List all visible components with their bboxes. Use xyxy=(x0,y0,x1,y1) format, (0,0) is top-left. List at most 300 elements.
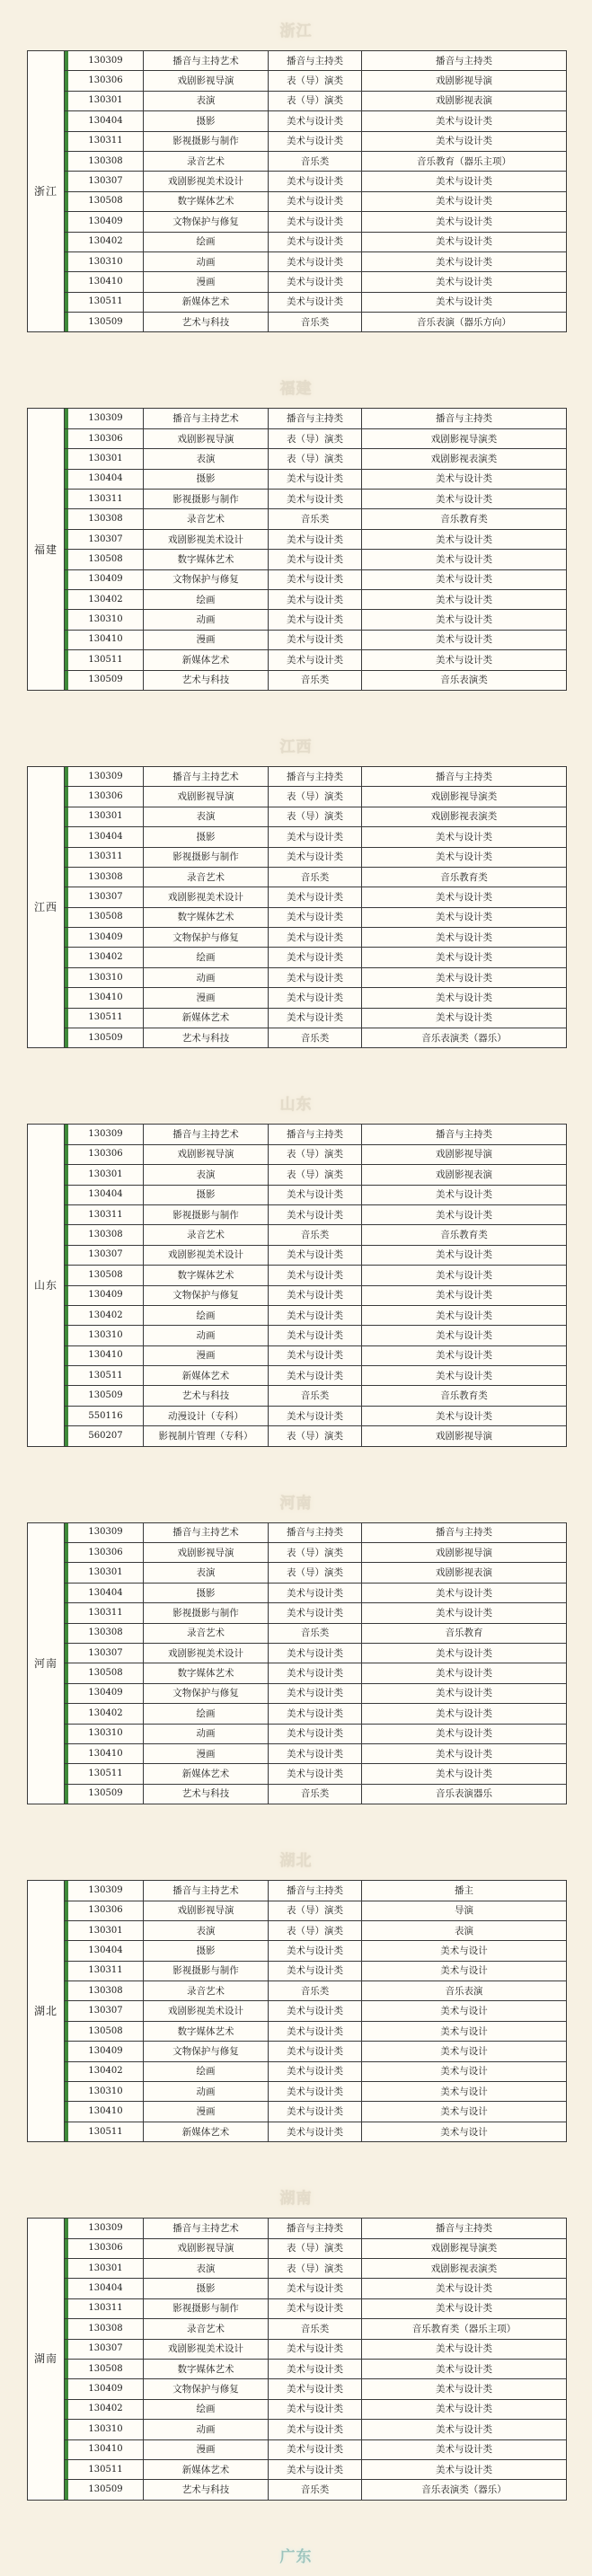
major-code: 130301 xyxy=(65,1563,144,1583)
table-row xyxy=(28,610,567,630)
major-code: 130410 xyxy=(65,2102,144,2122)
table-row xyxy=(28,2379,567,2399)
major-name: 播音与主持艺术 xyxy=(144,766,269,786)
exam-category: 播音与主持类 xyxy=(362,2219,567,2238)
major-name: 摄影 xyxy=(144,1185,269,1204)
major-code: 130404 xyxy=(65,827,144,847)
table-row xyxy=(28,1563,567,1583)
table-row xyxy=(28,191,567,211)
major-code: 130308 xyxy=(65,151,144,171)
major-code: 130511 xyxy=(65,2459,144,2479)
major-table xyxy=(27,1522,567,1804)
exam-category: 美术与设计 xyxy=(362,2001,567,2021)
major-category: 美术与设计类 xyxy=(269,2439,362,2459)
exam-category: 美术与设计类 xyxy=(362,1644,567,1663)
major-name: 新媒体艺术 xyxy=(144,2122,269,2141)
major-name: 录音艺术 xyxy=(144,867,269,887)
exam-category: 戏剧影视表演类 xyxy=(362,449,567,469)
major-table xyxy=(27,766,567,1048)
section-title: 山东 xyxy=(279,1096,313,1115)
major-name: 数字媒体艺术 xyxy=(144,191,269,211)
major-category: 美术与设计类 xyxy=(269,1583,362,1602)
table-row xyxy=(28,1704,567,1724)
major-code: 130307 xyxy=(65,529,144,549)
major-name: 漫画 xyxy=(144,2439,269,2459)
major-name: 文物保护与修复 xyxy=(144,2042,269,2061)
province-label: 湖北 xyxy=(28,1881,65,2142)
table-row xyxy=(28,1881,567,1901)
major-code: 130306 xyxy=(65,428,144,448)
province-section xyxy=(0,1091,592,1486)
exam-category: 音乐表演器乐 xyxy=(362,1784,567,1804)
major-code: 130307 xyxy=(65,2339,144,2359)
table-row xyxy=(28,787,567,807)
exam-category: 播音与主持类 xyxy=(362,1522,567,1542)
major-name: 戏剧影视导演 xyxy=(144,1543,269,1563)
province-label: 江西 xyxy=(28,766,65,1047)
major-category: 美术与设计类 xyxy=(269,2102,362,2122)
major-category: 美术与设计类 xyxy=(269,887,362,907)
major-code: 130404 xyxy=(65,111,144,131)
table-row xyxy=(28,529,567,549)
major-code: 130402 xyxy=(65,2399,144,2419)
table-row xyxy=(28,630,567,649)
major-code: 130310 xyxy=(65,1724,144,1743)
major-category: 美术与设计类 xyxy=(269,630,362,649)
exam-category: 美术与设计类 xyxy=(362,131,567,151)
table-row xyxy=(28,1426,567,1446)
major-name: 影视摄影与制作 xyxy=(144,847,269,867)
major-code: 130310 xyxy=(65,967,144,987)
major-code: 130308 xyxy=(65,1623,144,1643)
major-name: 表演 xyxy=(144,1920,269,1940)
exam-category: 播音与主持类 xyxy=(362,51,567,71)
major-name: 新媒体艺术 xyxy=(144,292,269,312)
major-code: 130402 xyxy=(65,948,144,967)
table-row xyxy=(28,469,567,489)
exam-category: 美术与设计类 xyxy=(362,1406,567,1425)
major-name: 动画 xyxy=(144,610,269,630)
major-code: 130409 xyxy=(65,569,144,589)
major-name: 数字媒体艺术 xyxy=(144,2359,269,2378)
table-row xyxy=(28,867,567,887)
major-code: 130309 xyxy=(65,1881,144,1901)
major-category: 美术与设计类 xyxy=(269,967,362,987)
exam-category: 美术与设计类 xyxy=(362,1204,567,1224)
exam-category: 音乐教育类（器乐主项） xyxy=(362,2319,567,2339)
exam-category: 美术与设计类 xyxy=(362,928,567,948)
major-code: 130310 xyxy=(65,610,144,630)
major-name: 动漫设计（专科） xyxy=(144,1406,269,1425)
table-row xyxy=(28,292,567,312)
table-row xyxy=(28,1603,567,1623)
major-code: 130409 xyxy=(65,1683,144,1703)
major-name: 戏剧影视美术设计 xyxy=(144,1644,269,1663)
exam-category: 美术与设计类 xyxy=(362,1185,567,1204)
major-table xyxy=(27,50,567,332)
major-name: 录音艺术 xyxy=(144,509,269,529)
major-code: 130306 xyxy=(65,787,144,807)
major-code: 130508 xyxy=(65,907,144,927)
table-row xyxy=(28,1743,567,1763)
major-name: 戏剧影视美术设计 xyxy=(144,172,269,191)
major-category: 美术与设计类 xyxy=(269,2420,362,2439)
major-name: 数字媒体艺术 xyxy=(144,2021,269,2041)
major-category: 美术与设计类 xyxy=(269,490,362,509)
major-name: 影视摄影与制作 xyxy=(144,1603,269,1623)
major-name: 漫画 xyxy=(144,272,269,292)
table-row xyxy=(28,1764,567,1784)
major-name: 动画 xyxy=(144,2082,269,2102)
major-code: 130511 xyxy=(65,1366,144,1386)
major-name: 文物保护与修复 xyxy=(144,1683,269,1703)
major-code: 130509 xyxy=(65,1386,144,1406)
exam-category: 美术与设计 xyxy=(362,2061,567,2081)
exam-category: 美术与设计 xyxy=(362,1941,567,1961)
table-row xyxy=(28,1522,567,1542)
table-row xyxy=(28,907,567,927)
major-code: 130306 xyxy=(65,1901,144,1920)
major-name: 戏剧影视导演 xyxy=(144,71,269,91)
table-row xyxy=(28,2399,567,2419)
major-category: 美术与设计类 xyxy=(269,1644,362,1663)
province-section xyxy=(0,18,592,372)
table-row xyxy=(28,111,567,131)
major-code: 130409 xyxy=(65,1285,144,1305)
major-name: 戏剧影视美术设计 xyxy=(144,2339,269,2359)
exam-category: 表演 xyxy=(362,1920,567,1940)
table-row xyxy=(28,2082,567,2102)
major-category: 美术与设计类 xyxy=(269,172,362,191)
major-name: 艺术与科技 xyxy=(144,1028,269,1048)
major-name: 数字媒体艺术 xyxy=(144,550,269,569)
exam-category: 美术与设计类 xyxy=(362,650,567,670)
table-row xyxy=(28,1326,567,1345)
major-code: 130301 xyxy=(65,1165,144,1185)
major-name: 漫画 xyxy=(144,1345,269,1365)
major-name: 绘画 xyxy=(144,1704,269,1724)
major-category: 音乐类 xyxy=(269,867,362,887)
major-category: 播音与主持类 xyxy=(269,2219,362,2238)
exam-category: 美术与设计类 xyxy=(362,988,567,1008)
major-name: 播音与主持艺术 xyxy=(144,1522,269,1542)
exam-category: 美术与设计类 xyxy=(362,569,567,589)
province-section xyxy=(0,1848,592,2182)
major-name: 动画 xyxy=(144,1326,269,1345)
major-category: 表（导）演类 xyxy=(269,787,362,807)
province-label: 山东 xyxy=(28,1125,65,1446)
table-row xyxy=(28,948,567,967)
section-spacer xyxy=(0,1048,592,1088)
major-code: 130402 xyxy=(65,2061,144,2081)
exam-category: 美术与设计类 xyxy=(362,529,567,549)
table-row xyxy=(28,71,567,91)
exam-category: 戏剧影视导演 xyxy=(362,71,567,91)
exam-category: 美术与设计类 xyxy=(362,191,567,211)
table-row xyxy=(28,847,567,867)
major-category: 美术与设计类 xyxy=(269,232,362,251)
major-code: 130309 xyxy=(65,51,144,71)
exam-category: 美术与设计类 xyxy=(362,1305,567,1325)
table-row xyxy=(28,1724,567,1743)
major-category: 美术与设计类 xyxy=(269,1663,362,1683)
major-code: 130307 xyxy=(65,887,144,907)
major-code: 130306 xyxy=(65,2238,144,2258)
exam-category: 美术与设计 xyxy=(362,2102,567,2122)
major-name: 戏剧影视导演 xyxy=(144,428,269,448)
exam-category: 美术与设计类 xyxy=(362,1704,567,1724)
major-name: 艺术与科技 xyxy=(144,313,269,332)
major-category: 美术与设计类 xyxy=(269,1326,362,1345)
major-name: 数字媒体艺术 xyxy=(144,907,269,927)
major-category: 美术与设计类 xyxy=(269,272,362,292)
table-row xyxy=(28,1345,567,1365)
major-name: 新媒体艺术 xyxy=(144,1366,269,1386)
major-category: 美术与设计类 xyxy=(269,1204,362,1224)
exam-category: 美术与设计类 xyxy=(362,1603,567,1623)
major-code: 130306 xyxy=(65,71,144,91)
section-spacer xyxy=(0,1804,592,1844)
table-row xyxy=(28,550,567,569)
major-category: 表（导）演类 xyxy=(269,449,362,469)
major-category: 美术与设计类 xyxy=(269,2379,362,2399)
major-code: 130410 xyxy=(65,630,144,649)
major-category: 美术与设计类 xyxy=(269,1185,362,1204)
major-name: 录音艺术 xyxy=(144,1623,269,1643)
exam-category: 美术与设计类 xyxy=(362,1285,567,1305)
exam-category: 美术与设计类 xyxy=(362,1008,567,1028)
major-category: 美术与设计类 xyxy=(269,1245,362,1265)
exam-category: 美术与设计类 xyxy=(362,2359,567,2378)
major-code: 130511 xyxy=(65,650,144,670)
section-spacer xyxy=(0,1447,592,1486)
table-row xyxy=(28,449,567,469)
exam-category: 美术与设计类 xyxy=(362,251,567,271)
exam-category: 美术与设计 xyxy=(362,2042,567,2061)
exam-category: 美术与设计类 xyxy=(362,212,567,232)
major-name: 新媒体艺术 xyxy=(144,2459,269,2479)
major-category: 音乐类 xyxy=(269,1386,362,1406)
exam-category: 戏剧影视导演 xyxy=(362,1144,567,1164)
table-row xyxy=(28,151,567,171)
major-category: 美术与设计类 xyxy=(269,988,362,1008)
province-label: 福建 xyxy=(28,409,65,690)
exam-category: 美术与设计类 xyxy=(362,111,567,131)
major-category: 美术与设计类 xyxy=(269,251,362,271)
table-row xyxy=(28,1225,567,1245)
table-row xyxy=(28,91,567,110)
major-category: 美术与设计类 xyxy=(269,650,362,670)
major-code: 130311 xyxy=(65,490,144,509)
major-name: 动画 xyxy=(144,1724,269,1743)
major-category: 音乐类 xyxy=(269,509,362,529)
major-name: 表演 xyxy=(144,1165,269,1185)
province-label: 湖南 xyxy=(28,2219,65,2500)
major-code: 130306 xyxy=(65,1144,144,1164)
table-row xyxy=(28,251,567,271)
exam-category: 戏剧影视导演类 xyxy=(362,428,567,448)
major-name: 录音艺术 xyxy=(144,151,269,171)
table-row xyxy=(28,827,567,847)
exam-category: 美术与设计 xyxy=(362,2082,567,2102)
exam-category: 音乐表演 xyxy=(362,1981,567,2001)
major-category: 表（导）演类 xyxy=(269,1165,362,1185)
major-name: 动画 xyxy=(144,251,269,271)
major-name: 动画 xyxy=(144,967,269,987)
major-category: 美术与设计类 xyxy=(269,1406,362,1425)
major-name: 绘画 xyxy=(144,589,269,609)
exam-category: 导演 xyxy=(362,1901,567,1920)
table-row xyxy=(28,2021,567,2041)
major-category: 播音与主持类 xyxy=(269,51,362,71)
major-category: 美术与设计类 xyxy=(269,2459,362,2479)
exam-category: 美术与设计类 xyxy=(362,1366,567,1386)
table-row xyxy=(28,313,567,332)
major-category: 美术与设计类 xyxy=(269,1008,362,1028)
exam-category: 音乐教育 xyxy=(362,1623,567,1643)
major-code: 130301 xyxy=(65,1920,144,1940)
major-category: 美术与设计类 xyxy=(269,2279,362,2298)
major-code: 550116 xyxy=(65,1406,144,1425)
major-code: 130308 xyxy=(65,509,144,529)
table-row xyxy=(28,1028,567,1048)
exam-category: 美术与设计类 xyxy=(362,1326,567,1345)
exam-category: 音乐表演类（器乐） xyxy=(362,1028,567,1048)
table-row xyxy=(28,2420,567,2439)
table-row xyxy=(28,2122,567,2141)
major-category: 美术与设计类 xyxy=(269,529,362,549)
exam-category: 美术与设计类 xyxy=(362,292,567,312)
table-row xyxy=(28,2319,567,2339)
major-code: 130311 xyxy=(65,131,144,151)
exam-category: 戏剧影视导演类 xyxy=(362,2238,567,2258)
major-code: 130404 xyxy=(65,1583,144,1602)
exam-category: 戏剧影视表演 xyxy=(362,1563,567,1583)
major-code: 130307 xyxy=(65,1644,144,1663)
exam-category: 美术与设计类 xyxy=(362,2399,567,2419)
major-category: 美术与设计类 xyxy=(269,948,362,967)
major-name: 戏剧影视导演 xyxy=(144,2238,269,2258)
major-code: 560207 xyxy=(65,1426,144,1446)
major-code: 130310 xyxy=(65,2420,144,2439)
exam-category: 美术与设计类 xyxy=(362,907,567,927)
major-category: 美术与设计类 xyxy=(269,2082,362,2102)
major-name: 影视制片管理（专科） xyxy=(144,1426,269,1446)
major-category: 表（导）演类 xyxy=(269,1543,362,1563)
major-code: 130409 xyxy=(65,928,144,948)
section-title: 福建 xyxy=(279,380,313,399)
table-row xyxy=(28,2219,567,2238)
major-name: 数字媒体艺术 xyxy=(144,1663,269,1683)
major-name: 漫画 xyxy=(144,988,269,1008)
major-name: 文物保护与修复 xyxy=(144,569,269,589)
major-code: 130402 xyxy=(65,232,144,251)
major-category: 表（导）演类 xyxy=(269,807,362,826)
major-name: 戏剧影视美术设计 xyxy=(144,1245,269,1265)
major-name: 绘画 xyxy=(144,948,269,967)
major-code: 130309 xyxy=(65,1125,144,1144)
province-section xyxy=(0,734,592,1088)
table-row xyxy=(28,2042,567,2061)
major-code: 130410 xyxy=(65,2439,144,2459)
table-row xyxy=(28,887,567,907)
exam-category: 美术与设计类 xyxy=(362,232,567,251)
table-row xyxy=(28,1406,567,1425)
major-code: 130309 xyxy=(65,409,144,428)
major-code: 130508 xyxy=(65,1663,144,1683)
exam-category: 美术与设计类 xyxy=(362,1245,567,1265)
exam-category: 戏剧影视表演 xyxy=(362,1165,567,1185)
exam-category: 美术与设计类 xyxy=(362,2339,567,2359)
major-code: 130511 xyxy=(65,1764,144,1784)
table-row xyxy=(28,1285,567,1305)
major-code: 130310 xyxy=(65,1326,144,1345)
major-category: 表（导）演类 xyxy=(269,1901,362,1920)
major-name: 播音与主持艺术 xyxy=(144,409,269,428)
major-category: 播音与主持类 xyxy=(269,1522,362,1542)
table-row xyxy=(28,2359,567,2378)
major-code: 130310 xyxy=(65,251,144,271)
major-name: 漫画 xyxy=(144,2102,269,2122)
table-row xyxy=(28,1245,567,1265)
major-name: 漫画 xyxy=(144,1743,269,1763)
table-row xyxy=(28,2102,567,2122)
major-name: 戏剧影视美术设计 xyxy=(144,2001,269,2021)
major-name: 数字媒体艺术 xyxy=(144,1266,269,1285)
table-row xyxy=(28,1165,567,1185)
exam-category: 美术与设计类 xyxy=(362,1743,567,1763)
major-name: 影视摄影与制作 xyxy=(144,1961,269,1981)
exam-category: 美术与设计类 xyxy=(362,948,567,967)
section-title: 湖南 xyxy=(279,2190,313,2209)
major-name: 艺术与科技 xyxy=(144,2480,269,2500)
table-row xyxy=(28,1366,567,1386)
major-category: 美术与设计类 xyxy=(269,2122,362,2141)
section-spacer xyxy=(0,2501,592,2540)
exam-category: 播音与主持类 xyxy=(362,409,567,428)
major-name: 艺术与科技 xyxy=(144,1784,269,1804)
major-name: 文物保护与修复 xyxy=(144,928,269,948)
exam-category: 戏剧影视表演类 xyxy=(362,807,567,826)
major-name: 播音与主持艺术 xyxy=(144,1125,269,1144)
major-code: 130309 xyxy=(65,2219,144,2238)
major-category: 美术与设计类 xyxy=(269,2359,362,2378)
major-code: 130309 xyxy=(65,766,144,786)
major-category: 播音与主持类 xyxy=(269,1125,362,1144)
major-category: 美术与设计类 xyxy=(269,1724,362,1743)
major-category: 表（导）演类 xyxy=(269,428,362,448)
exam-category: 美术与设计 xyxy=(362,2021,567,2041)
table-row xyxy=(28,766,567,786)
major-name: 播音与主持艺术 xyxy=(144,1881,269,1901)
table-row xyxy=(28,172,567,191)
major-category: 音乐类 xyxy=(269,1981,362,2001)
major-name: 表演 xyxy=(144,807,269,826)
exam-category: 美术与设计类 xyxy=(362,172,567,191)
major-category: 美术与设计类 xyxy=(269,550,362,569)
table-row xyxy=(28,569,567,589)
major-category: 美术与设计类 xyxy=(269,2042,362,2061)
major-name: 播音与主持艺术 xyxy=(144,2219,269,2238)
major-category: 美术与设计类 xyxy=(269,212,362,232)
table-row xyxy=(28,1008,567,1028)
major-category: 美术与设计类 xyxy=(269,907,362,927)
exam-category: 戏剧影视表演类 xyxy=(362,2258,567,2278)
major-category: 美术与设计类 xyxy=(269,827,362,847)
table-row xyxy=(28,490,567,509)
exam-category: 戏剧影视导演 xyxy=(362,1543,567,1563)
major-name: 艺术与科技 xyxy=(144,1386,269,1406)
